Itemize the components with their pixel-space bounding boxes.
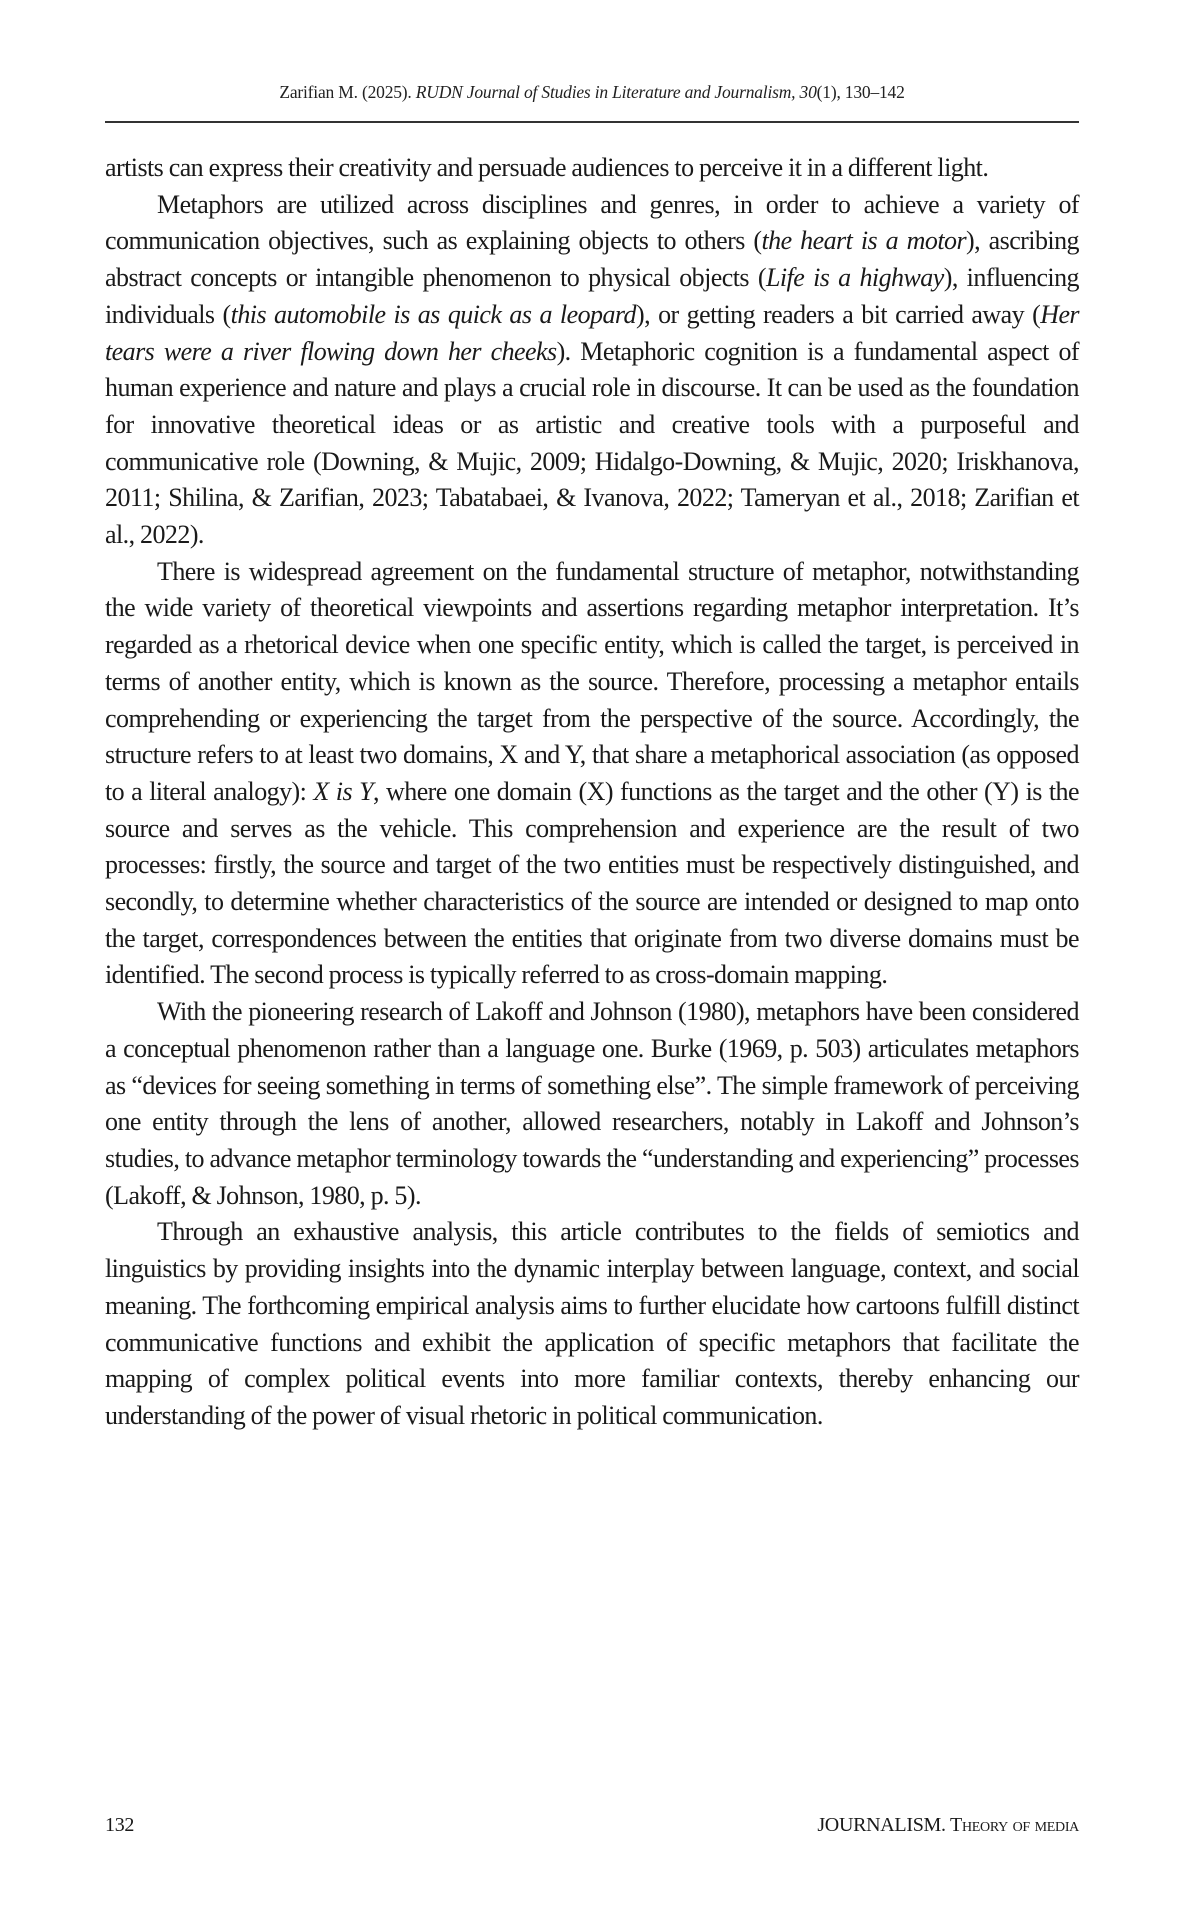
- text-run: ). Metaphoric cognition is a fundamental aspect of human experience and nature and plays a crucial role in discourse. It can be used as the foundation for innovative theoretical ideas or as artistic and creative tools with a purposeful and communicative role (Downing, & Mujic, 2009; Hidalgo-Downing, & Mujic, 2020; Iriskhanova, 2011; Shilina, & Zarifian, 2023; Tabatabaei, & Ivanova, 2022; Tameryan et al., 2018; Zarifian et al., 2022).: [105, 336, 1080, 550]
- italic-example: Life is a highway: [765, 263, 944, 293]
- paragraph: [105, 1214, 1079, 1434]
- italic-example: the heart is a motor: [761, 226, 967, 256]
- paragraph: [105, 150, 1079, 187]
- header-citation-issue-pages: (1), 130–142: [816, 82, 905, 102]
- text-run: Through an exhaustive analysis, this article contributes to the fields of semiotics and linguistics by providing insights into the dynamic interplay between language, context, and social meaning. The forthcoming empirical analysis aims to further elucidate how cartoons fulfill distinct communicative functions and exhibit the application of specific metaphors that facilitate the mapping of complex political events into more familiar contexts, thereby enhancing our understanding of the power of visual rhetoric in political communication.: [105, 1217, 1079, 1430]
- text-run: ), influencing individuals (: [105, 263, 1080, 329]
- text-run: ), or getting readers a bit carried away (: [636, 299, 1041, 329]
- text-run: There is widespread agreement on the fundamental structure of metaphor, notwithstanding the wide variety of theoretical viewpoints and assertions regarding metaphor interpretation. It’s regarded as a rhetorical device when one specific entity, which is called the target, is perceived in terms of another entity, which is known as the source. Therefore, processing a metaphor entails comprehending or experiencing the target from the perspective of the source. Accordingly, the structure refers to at least two domains, X and Y, that share a metaphorical association (as opposed to a literal analogy):: [105, 556, 1079, 806]
- page-number: 132: [105, 1814, 135, 1836]
- text-run: Metaphors are utilized across disciplines and genres, in order to achieve a variety of communication objectives, such as explaining objects to others (: [105, 189, 1079, 256]
- header-citation-author: Zarifian M. (2025).: [279, 82, 416, 102]
- italic-example: X is Y: [313, 776, 373, 806]
- text-run: artists can express their creativity and persuade audiences to perceive it in a different light.: [105, 153, 989, 182]
- paragraph: [105, 994, 1079, 1214]
- text-run: ), ascribing abstract concepts or intangible phenomenon to physical objects (: [105, 226, 1079, 293]
- paragraph: [105, 187, 1079, 554]
- header-citation-journal: RUDN Journal of Studies in Literature and Journalism, 30: [415, 82, 817, 102]
- text-run: With the pioneering research of Lakoff and Johnson (1980), metaphors have been considered a conceptual phenomenon rather than a language one. Burke (1969, p. 503) articulates metaphors as “devices for seeing something in terms of something else”. The simple framework of perceiving one entity through the lens of another, allowed researchers, notably in Lakoff and Johnson’s studies, to advance metaphor terminology towards the “understanding and experiencing” processes (Lakoff, & Johnson, 1980, p. 5).: [105, 997, 1079, 1210]
- running-header: [105, 82, 1079, 103]
- article-body: [105, 150, 1079, 1435]
- paragraph: [105, 554, 1079, 994]
- italic-example: this automobile is as quick as a leopard: [230, 299, 636, 329]
- footer-section-title: JOURNALISM. Theory of media: [817, 1814, 1079, 1836]
- text-run: , where one domain (X) functions as the target and the other (Y) is the source and serves as the vehicle. This comprehension and experience are the result of two processes: firstly, the source and target of the two entities must be respectively distinguished, and secondly, to determine whether characteristics of the source are intended or designed to map onto the target, correspondences between the entities that originate from two diverse domains must be identified. The second process is typically referred to as cross-domain mapping.: [105, 776, 1079, 990]
- header-rule: [105, 121, 1079, 123]
- italic-example: Her tears were a river flowing down her cheeks: [105, 299, 1080, 366]
